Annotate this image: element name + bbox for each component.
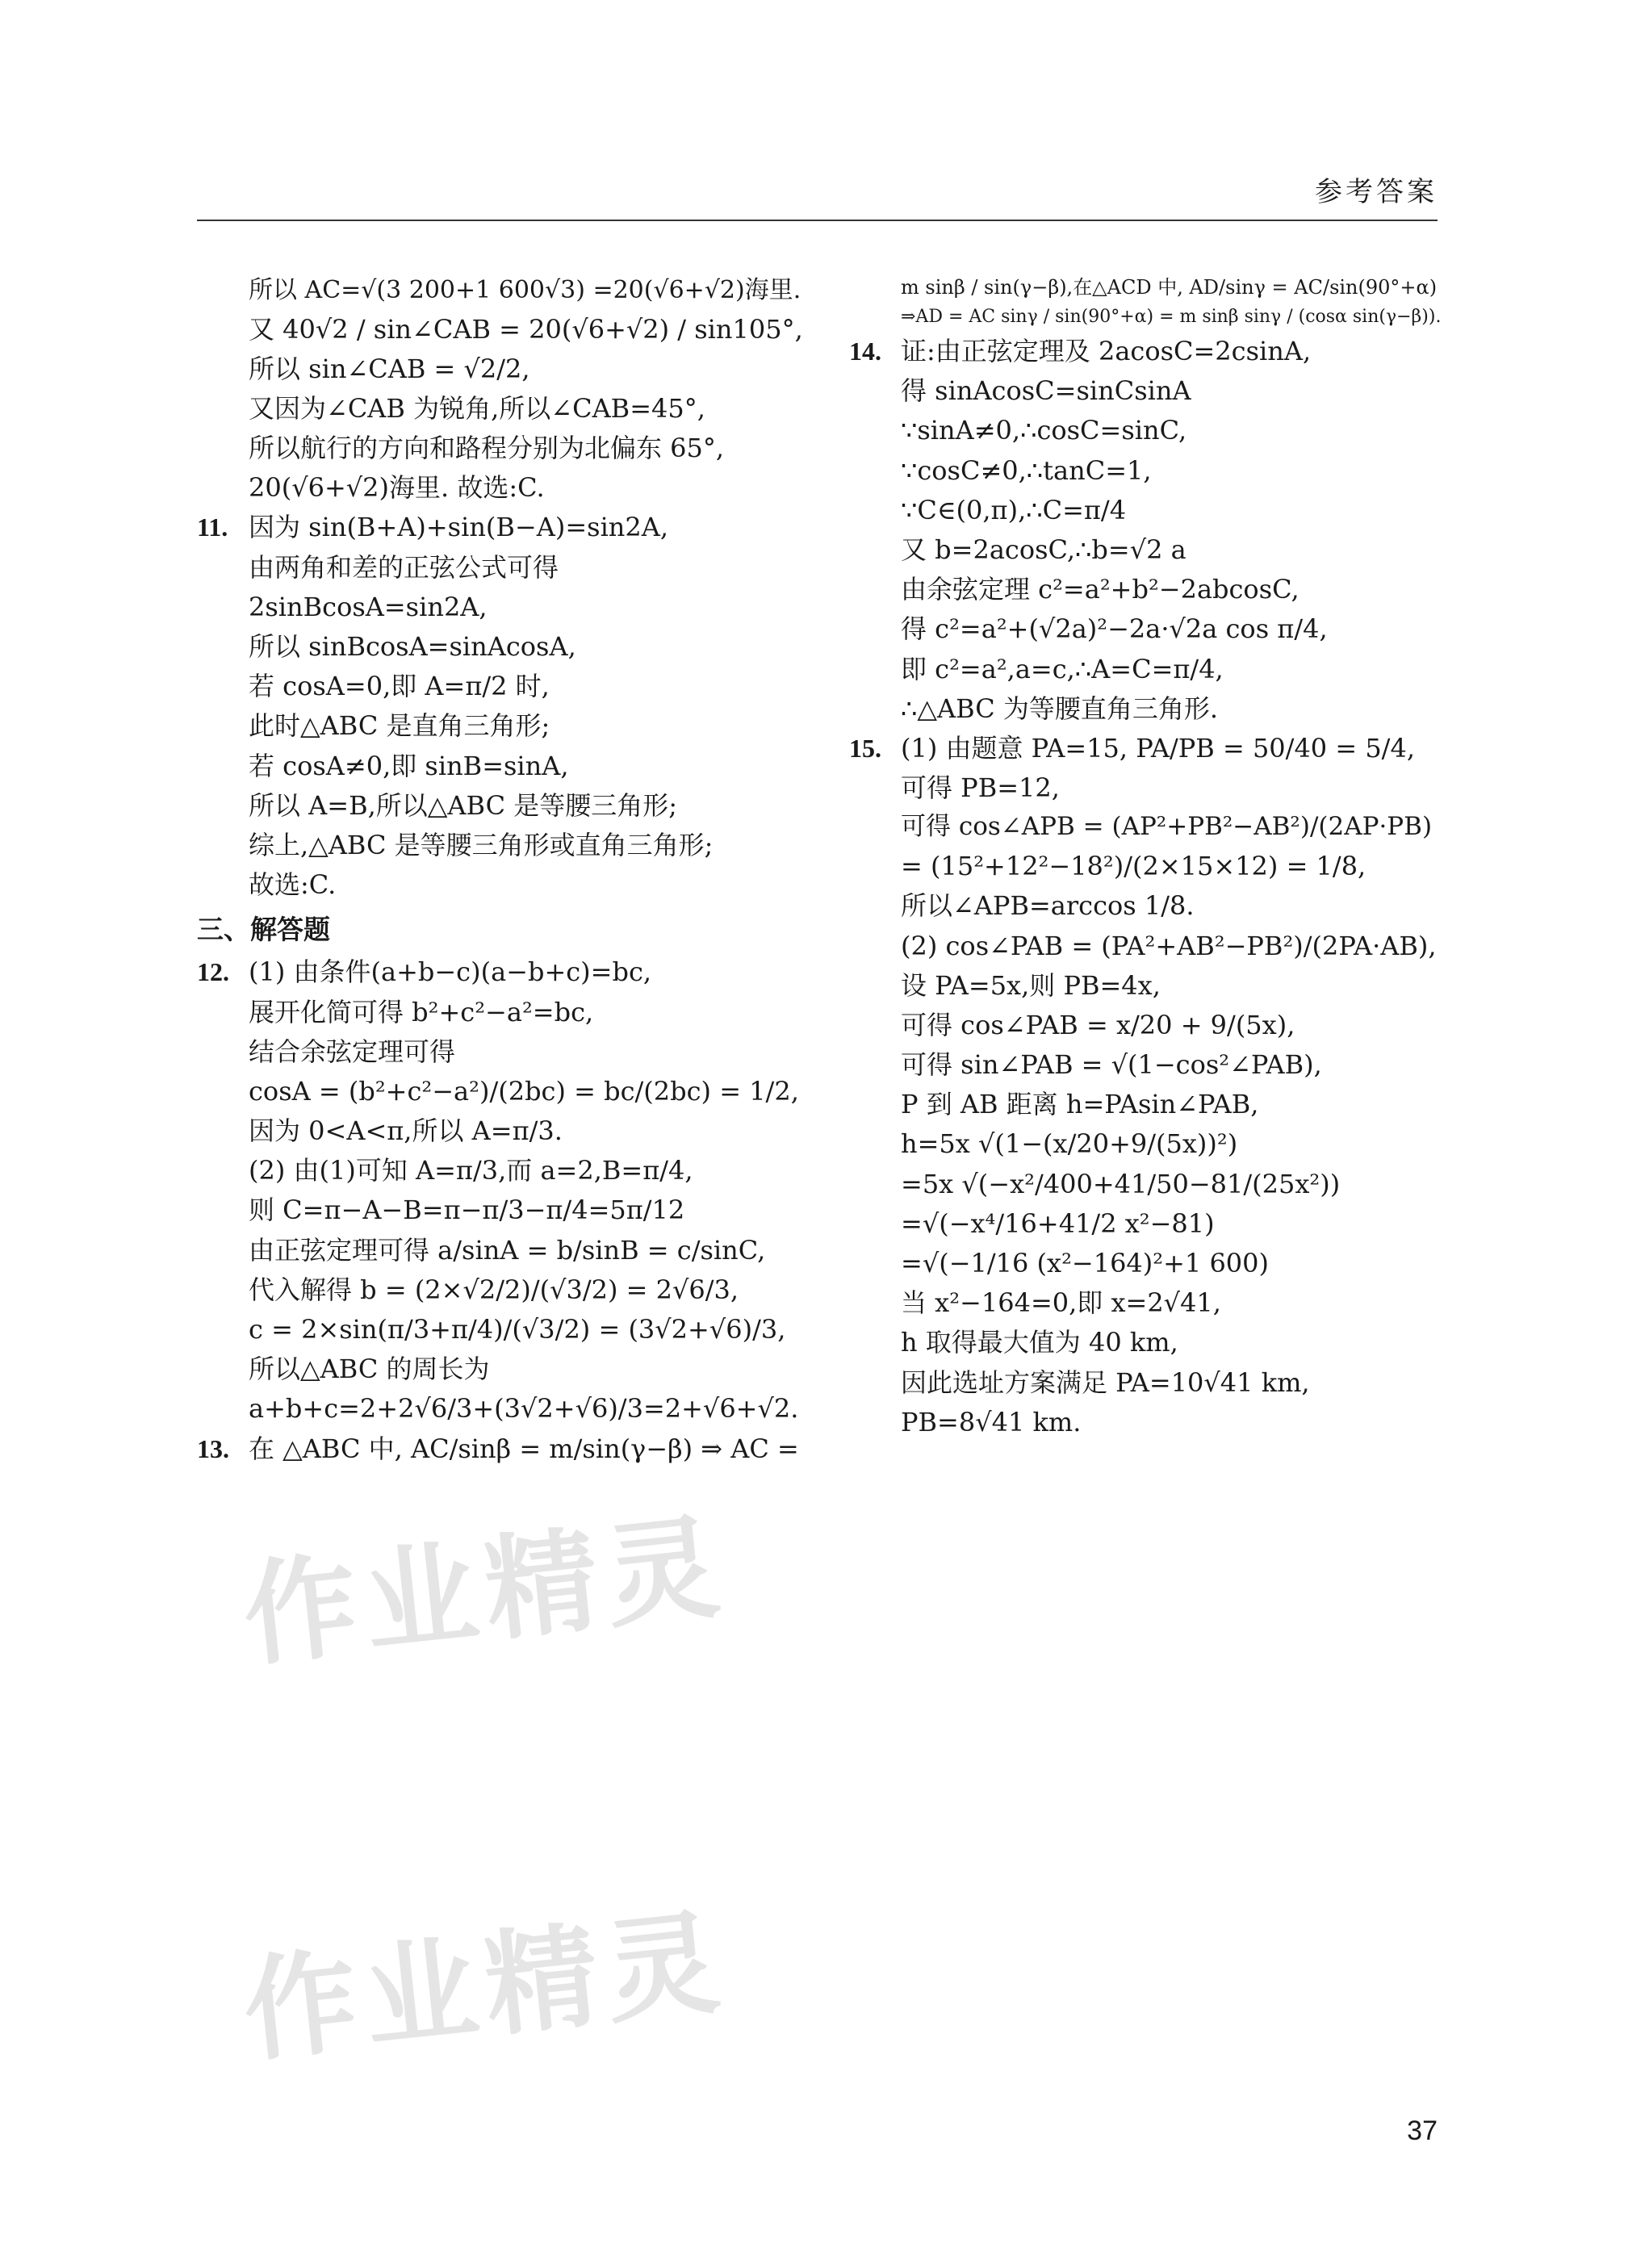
answer-line (197, 590, 810, 625)
answer-line (849, 1325, 1438, 1360)
answer-line (197, 1273, 810, 1308)
answer-text: 由两角和差的正弦公式可得 (249, 551, 559, 583)
answer-text: 又 40√2 / sin∠CAB = 20(√6+√2) / sin105°, (249, 313, 803, 345)
answer-text: 即 c²=a²,a=c,∴A=C=π/4, (901, 653, 1224, 684)
answer-line (197, 1312, 810, 1347)
answer-text: 若 cosA=0,即 A=π/2 时, (249, 671, 550, 702)
answer-text: 由正弦定理可得 a/sinA = b/sinB = c/sinC, (249, 1234, 766, 1266)
answer-line (849, 849, 1438, 884)
page-number: 37 (1407, 2115, 1438, 2146)
answer-text: c = 2×sin(π/3+π/4)/(√3/2) = (3√2+√6)/3, (249, 1314, 786, 1345)
answer-line (849, 305, 1442, 329)
answer-text: 结合余弦定理可得 (249, 1036, 456, 1067)
answer-text: =√(−x⁴/16+41/2 x²−81) (901, 1207, 1215, 1239)
answer-text: =√(−1/16 (x²−164)²+1 600) (901, 1248, 1269, 1279)
answer-line (849, 1167, 1438, 1202)
answer-text: 设 PA=5x,则 PB=4x, (901, 969, 1161, 1001)
answer-line (849, 692, 1438, 726)
left-column (197, 274, 810, 1471)
answer-text: 所以 sinBcosA=sinAcosA, (249, 631, 576, 662)
answer-text: h 取得最大值为 40 km, (901, 1327, 1178, 1358)
answer-line (849, 612, 1438, 647)
answer-line (849, 493, 1438, 528)
answer-line (849, 1207, 1438, 1241)
answer-line (849, 454, 1438, 488)
answer-text: 故选:C. (249, 869, 337, 901)
answer-text: 又因为∠CAB 为锐角,所以∠CAB=45°, (249, 392, 705, 424)
answer-text: 可得 PB=12, (901, 772, 1060, 804)
question-number: 13. (197, 1433, 229, 1463)
answer-line (197, 1074, 810, 1109)
watermark-bottom: 作业精灵 (237, 1897, 734, 2078)
question-number: 15. (849, 733, 881, 763)
answer-text: 因为 sin(B+A)+sin(B−A)=sin2A, (249, 512, 669, 543)
answer-line (849, 334, 1438, 369)
answer-line (849, 810, 1438, 844)
answer-text: ∵sinA≠0,∴cosC=sinC, (901, 415, 1187, 446)
answer-text: ∴△ABC 为等腰直角三角形. (901, 693, 1219, 724)
answer-text: 所以 AC=√(3 200+1 600√3) =20(√6+√2)海里. (249, 276, 801, 304)
answer-line (849, 889, 1438, 923)
answer-text: cosA = (b²+c²−a²)/(2bc) = bc/(2bc) = 1/2, (249, 1075, 799, 1107)
answer-line (197, 1432, 810, 1467)
answer-line (197, 868, 810, 902)
header-title: 参考答案 (1315, 176, 1438, 208)
answer-text: 所以 A=B,所以△ABC 是等腰三角形; (249, 789, 678, 821)
answer-text: 可得 cos∠APB = (AP²+PB²−AB²)/(2AP·PB) (901, 812, 1433, 842)
answer-text: 可得 cos∠PAB = x/20 + 9/(5x), (901, 1009, 1295, 1040)
answer-text: 因此选址方案满足 PA=10√41 km, (901, 1366, 1310, 1398)
answer-text: 若 cosA≠0,即 sinB=sinA, (249, 750, 569, 781)
question-number: 11. (197, 513, 228, 542)
answer-text: m sinβ / sin(γ−β),在△ACD 中, AD/sinγ = AC/sin(90°+α) (901, 276, 1438, 299)
answer-text: 当 x²−164=0,即 x=2√41, (901, 1287, 1221, 1319)
answer-line (197, 1114, 810, 1149)
answer-text: (1) 由条件(a+b−c)(a−b+c)=bc, (249, 956, 652, 988)
section-heading: 三、解答题 (197, 914, 330, 946)
answer-text: a+b+c=2+2√6/3+(3√2+√6)/3=2+√6+√2. (249, 1393, 799, 1425)
answer-line (849, 1405, 1438, 1440)
answer-line (849, 771, 1438, 806)
answer-line (197, 669, 810, 704)
answer-text: 在 △ABC 中, AC/sinβ = m/sin(γ−β) ⇒ AC = (249, 1433, 799, 1464)
answer-line (197, 1035, 810, 1069)
answer-line (849, 969, 1438, 1003)
answer-line (197, 955, 810, 990)
answer-text: 得 sinAcosC=sinCsinA (901, 375, 1191, 407)
answer-line (849, 533, 1438, 567)
answer-line (197, 1193, 810, 1228)
answer-line (197, 1352, 810, 1387)
answer-text: PB=8√41 km. (901, 1406, 1082, 1437)
answer-line (849, 731, 1438, 766)
header-rule (197, 220, 1438, 221)
answer-text: (2) 由(1)可知 A=π/3,而 a=2,B=π/4, (249, 1155, 693, 1186)
answer-line (197, 749, 810, 784)
right-column (849, 274, 1442, 1445)
answer-line (849, 1127, 1438, 1161)
answer-line (197, 828, 810, 863)
answer-text: 所以∠APB=arccos 1/8. (901, 890, 1195, 922)
answer-text: 所以 sin∠CAB = √2/2, (249, 353, 530, 384)
answer-line (197, 1233, 810, 1268)
answer-text: (1) 由题意 PA=15, PA/PB = 50/40 = 5/4, (901, 732, 1415, 764)
answer-text: 得 c²=a²+(√2a)²−2a·√2a cos π/4, (901, 613, 1328, 645)
answer-text: 因为 0<A<π,所以 A=π/3. (249, 1115, 563, 1147)
answer-line (197, 471, 810, 505)
answer-line (849, 1366, 1438, 1400)
answer-text: 综上,△ABC 是等腰三角形或直角三角形; (249, 829, 714, 860)
answer-text: =5x √(−x²/400+41/50−81/(25x²)) (901, 1168, 1341, 1199)
answer-text: 2sinBcosA=sin2A, (249, 591, 488, 622)
question-number: 12. (197, 957, 229, 987)
answer-line (849, 413, 1438, 448)
answer-text: (2) cos∠PAB = (PA²+AB²−PB²)/(2PA·AB), (901, 930, 1437, 961)
answer-line (849, 1008, 1438, 1043)
answer-text: 展开化简可得 b²+c²−a²=bc, (249, 996, 594, 1027)
answer-text: h=5x √(1−(x/20+9/(5x))²) (901, 1128, 1238, 1160)
answer-line (849, 1087, 1438, 1122)
answer-line (197, 630, 810, 664)
answer-line (197, 709, 810, 743)
answer-line (197, 312, 810, 347)
answer-text: 20(√6+√2)海里. 故选:C. (249, 472, 545, 504)
answer-text: ∵cosC≠0,∴tanC=1, (901, 454, 1152, 486)
answer-line (849, 274, 1438, 300)
answer-line (197, 789, 810, 823)
answer-line (197, 274, 810, 308)
answer-line (849, 652, 1438, 687)
answer-text: 此时△ABC 是直角三角形; (249, 710, 550, 742)
answer-text: 则 C=π−A−B=π−π/3−π/4=5π/12 (249, 1195, 685, 1226)
answer-line (197, 995, 810, 1030)
answer-line (197, 391, 810, 426)
answer-text: 证:由正弦定理及 2acosC=2csinA, (901, 336, 1312, 367)
answer-line (849, 929, 1438, 964)
answer-line (849, 572, 1438, 607)
answer-line (849, 374, 1438, 408)
answer-line (197, 550, 810, 585)
answer-text: 所以△ABC 的周长为 (249, 1354, 490, 1385)
question-number: 14. (849, 337, 881, 366)
answer-line (849, 1048, 1438, 1082)
answer-line (197, 1153, 810, 1188)
answer-text: P 到 AB 距离 h=PAsin∠PAB, (901, 1089, 1259, 1120)
answer-text: 又 b=2acosC,∴b=√2 a (901, 534, 1186, 566)
answer-text: 所以航行的方向和路程分别为北偏东 65°, (249, 433, 725, 464)
answer-line (849, 1286, 1438, 1320)
answer-line (197, 352, 810, 387)
answer-text: = (15²+12²−18²)/(2×15×12) = 1/8, (901, 851, 1366, 882)
watermark-top: 作业精灵 (237, 1501, 734, 1683)
answer-text: ⇒AD = AC sinγ / sin(90°+α) = m sinβ sinγ / (cosα sin(γ−β)). (901, 307, 1442, 328)
answer-line (197, 431, 810, 466)
answer-line (197, 1391, 810, 1426)
answer-text: 代入解得 b = (2×√2/2)/(√3/2) = 2√6/3, (249, 1274, 739, 1305)
answer-text: 由余弦定理 c²=a²+b²−2abcosC, (901, 574, 1299, 605)
answer-line (197, 510, 810, 545)
answer-text: ∵C∈(0,π),∴C=π/4 (901, 494, 1127, 525)
answer-line (849, 1246, 1438, 1281)
answer-text: 可得 sin∠PAB = √(1−cos²∠PAB), (901, 1049, 1322, 1081)
